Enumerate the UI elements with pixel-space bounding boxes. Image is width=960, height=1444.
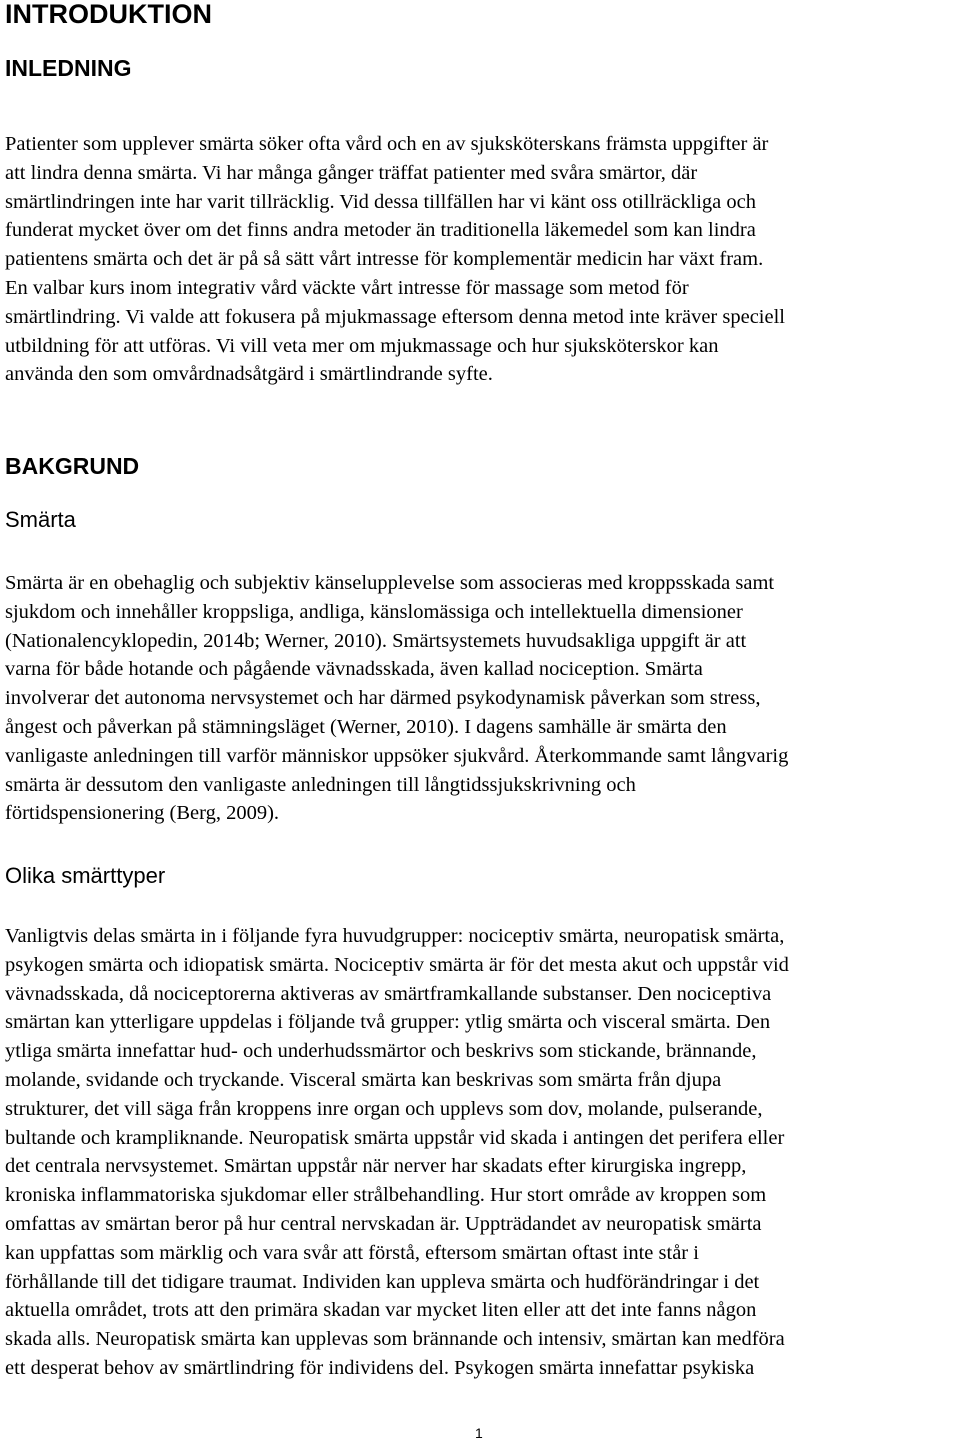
paragraph-line: sjukdom och innehåller kroppsliga, andliga, känslomässiga och intellektuella dimensioner xyxy=(5,600,743,623)
paragraph-line: använda den som omvårdnadsåtgärd i smärtlindrande syfte. xyxy=(5,363,493,386)
heading-bakgrund: BAKGRUND xyxy=(5,453,140,479)
paragraph-line: ett desperat behov av smärtlindring för individens del. Psykogen smärta innefattar psykiska xyxy=(5,1356,755,1379)
paragraph-line: patientens smärta och det är på så sätt vårt intresse för komplementär medicin har växt fram. xyxy=(5,248,764,271)
paragraph-line: molande, svidande och tryckande. Visceral smärta kan beskrivas som smärta från djupa xyxy=(5,1068,722,1091)
paragraph-line: strukturer, det vill säga från kroppens inre organ och upplevs som dov, molande, pulserande, xyxy=(5,1097,763,1120)
paragraph-line: vävnadsskada, då nociceptorerna aktiveras av smärtframkallande substanser. Den nociceptiva xyxy=(5,982,772,1005)
paragraph-line: skada alls. Neuropatisk smärta kan upplevas som brännande och intensiv, smärtan kan medföra xyxy=(5,1328,785,1351)
paragraph-line: Vanligtvis delas smärta in i följande fyra huvudgrupper: nociceptiv smärta, neuropatisk smärta, xyxy=(5,925,785,947)
paragraph-line: Patienter som upplever smärta söker ofta vård och en av sjuksköterskans främsta uppgifter är xyxy=(5,133,769,155)
paragraph-line: bultande och krampliknande. Neuropatisk smärta uppstår vid skada i antingen det perifera eller xyxy=(5,1126,785,1149)
heading-inledning: INLEDNING xyxy=(5,55,132,81)
paragraph-line: det centrala nervsystemet. Smärtan uppstår när nerver har skadats efter kirurgiska ingrepp, xyxy=(5,1155,747,1178)
paragraph-line: smärtlindringen inte har varit tillräcklig. Vid dessa tillfällen har vi känt oss otillräckliga och xyxy=(5,190,757,213)
paragraph-line: vanligaste anledningen till varför människor uppsöker sjukvård. Återkommande samt långvarig xyxy=(5,744,789,767)
paragraph-olika-smarttyper xyxy=(5,922,955,1383)
paragraph-line: aktuella området, trots att den primära skadan var mycket liten eller att det inte fanns någon xyxy=(5,1299,757,1322)
paragraph-line: smärtan kan ytterligare uppdelas i följande två grupper: ytlig smärta och visceral smärta. Den xyxy=(5,1011,771,1034)
paragraph-line: smärtlindring. Vi valde att fokusera på mjukmassage eftersom denna metod inte kräver speciell xyxy=(5,305,785,328)
paragraph-line: utbildning för att utföras. Vi vill veta mer om mjukmassage och hur sjuksköterskor kan xyxy=(5,334,719,357)
paragraph-line: En valbar kurs inom integrativ vård väckte vårt intresse för massage som metod för xyxy=(5,276,689,299)
paragraph-line: (Nationalencyklopedin, 2014b; Werner, 2010). Smärtsystemets huvudsakliga uppgift är att xyxy=(5,629,747,652)
paragraph-line: kroniska inflammatoriska sjukdomar eller strålbehandling. Hur stort område av kroppen som xyxy=(5,1184,767,1207)
heading-olika-smarttyper: Olika smärttyper xyxy=(5,863,166,888)
paragraph-line: Smärta är en obehaglig och subjektiv känselupplevelse som associeras med kroppsskada samt xyxy=(5,572,775,594)
paragraph-line: funderat mycket över om det finns andra metoder än traditionella läkemedel som kan lindra xyxy=(5,219,756,242)
page-number: 1 xyxy=(475,1425,483,1441)
paragraph-line: förtidspensionering (Berg, 2009). xyxy=(5,802,280,825)
paragraph-line: ångest och påverkan på stämningsläget (Werner, 2010). I dagens samhälle är smärta den xyxy=(5,715,727,738)
paragraph-line: ytliga smärta innefattar hud- och underhudssmärtor och beskrivs som stickande, brännande, xyxy=(5,1040,757,1063)
paragraph-line: att lindra denna smärta. Vi har många gånger träffat patienter med svåra smärtor, där xyxy=(5,161,698,184)
paragraph-line: psykogen smärta och idiopatisk smärta. Nociceptiv smärta är för det mesta akut och uppstår vid xyxy=(5,953,789,976)
paragraph-line: varna för både hotande och pågående vävnadsskada, även kallad nociception. Smärta xyxy=(5,658,703,681)
heading-introduktion: INTRODUKTION xyxy=(5,0,212,29)
paragraph-line: kan uppfattas som märklig och vara svår att förstå, eftersom smärtan oftast inte står i xyxy=(5,1241,699,1264)
heading-smarta: Smärta xyxy=(5,507,76,532)
paragraph-line: involverar det autonoma nervsystemet och har därmed psykodynamisk påverkan som stress, xyxy=(5,687,761,710)
paragraph-line: smärta är dessutom den vanligaste anledningen till långtidssjukskrivning och xyxy=(5,773,636,796)
paragraph-inledning xyxy=(5,130,955,389)
paragraph-smarta xyxy=(5,569,955,828)
paragraph-line: omfattas av smärtan beror på hur central nervskadan är. Uppträdandet av neuropatisk smärta xyxy=(5,1212,762,1235)
paragraph-line: förhållande till det tidigare traumat. Individen kan uppleva smärta och hudförändringar i det xyxy=(5,1270,760,1293)
